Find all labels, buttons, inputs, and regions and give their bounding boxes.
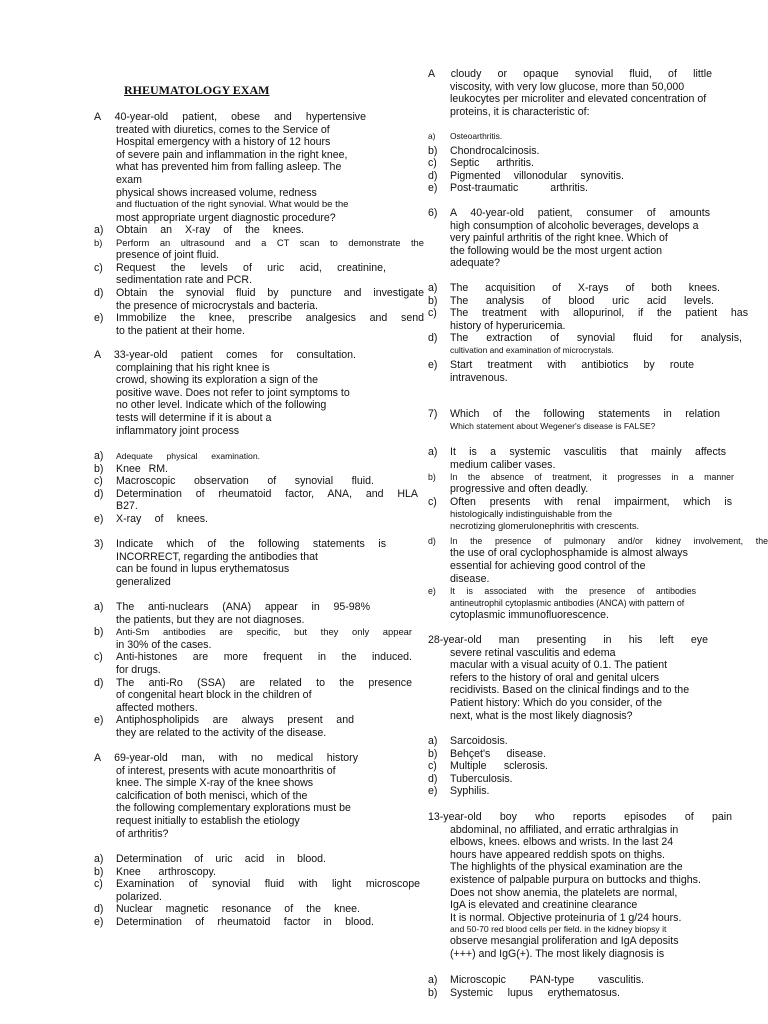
stem-line: no other level. Indicate which of the following	[116, 399, 327, 412]
stem-line: knee. The simple X-ray of the knee shows	[116, 777, 314, 790]
stem-line: macular with a visual acuity of 0.1. The patient	[450, 659, 668, 672]
question-5-options	[428, 130, 738, 195]
option-c-cont: sedimentation rate and PCR.	[116, 274, 253, 287]
stem-line: inflammatory joint process	[116, 424, 240, 437]
option-b[interactable]: b) The analysis of blood uric acid levels.	[428, 294, 714, 307]
stem-line: (+++) and IgG(+). The most likely diagnosis is	[450, 947, 665, 960]
stem-line: the following would be the most urgent action	[450, 244, 663, 257]
option-b[interactable]: b) Knee arthroscopy.	[94, 865, 216, 878]
stem-line: of arthritis?	[116, 827, 169, 840]
question-1-options	[94, 224, 424, 337]
option-c-cont: polarized.	[116, 890, 162, 903]
option-e[interactable]: e) X-ray of knees.	[94, 512, 208, 525]
option-c[interactable]: c) Macroscopic observation of synovial fluid.	[94, 475, 374, 488]
stem-line: complaining that his right knee is	[116, 361, 270, 374]
option-e[interactable]: e) Start treatment with antibiotics by route	[428, 358, 694, 371]
option-b[interactable]: b) In the absence of treatment, it progresses in a manner	[428, 472, 734, 483]
stem-line: can be found in lupus erythematosus	[116, 563, 290, 576]
question-4-options	[94, 853, 420, 929]
stem-line: physical shows increased volume, redness	[116, 186, 317, 199]
option-a[interactable]: a) Sarcoidosis.	[428, 735, 508, 747]
option-d[interactable]: d) The extraction of synovial fluid for analysis,	[428, 332, 742, 345]
stem-line: next, what is the most likely diagnosis?	[450, 709, 633, 722]
stem-line: A 40-year-old patient, obese and hypertensive	[94, 111, 366, 123]
option-d-cont: the presence of microcrystals and bacteria.	[116, 299, 318, 312]
option-e-cont: intravenous.	[450, 371, 508, 384]
option-c[interactable]: c) Examination of synovial fluid with light microscope	[94, 878, 420, 891]
option-c-cont: histologically indistinguishable from the	[450, 508, 613, 520]
option-a[interactable]: a) Determination of uric acid in blood.	[94, 853, 326, 865]
option-b[interactable]: b) Knee RM.	[94, 462, 168, 475]
option-d-cont3: disease.	[450, 572, 490, 585]
stem-line: proteins, it is characteristic of:	[450, 105, 590, 118]
option-e-cont: antineutrophil cytoplasmic antibodies (ANCA) with pattern of	[450, 598, 685, 609]
option-d[interactable]: d) Nuclear magnetic resonance of the knee.	[94, 903, 360, 916]
question-9-options	[428, 974, 738, 999]
stem-line: Which statement about Wegener's disease is FALSE?	[450, 420, 656, 431]
question-8-options	[428, 735, 738, 798]
stem-line: most appropriate urgent diagnostic procedure?	[116, 211, 336, 224]
page-title: RHEUMATOLOGY EXAM	[124, 83, 270, 97]
option-b-cont: progressive and often deadly.	[450, 483, 589, 496]
stem-line: and fluctuation of the right synovial. What would be the	[116, 199, 349, 211]
stem-line: A cloudy or opaque synovial fluid, of little	[428, 68, 712, 80]
option-b[interactable]: b) Perform an ultrasound and a CT scan to demonstrate the	[94, 236, 424, 248]
option-c[interactable]: c) Often presents with renal impairment, which is	[428, 495, 732, 508]
stem-line: recidivists. Based on the clinical findings and to the	[450, 684, 690, 697]
question-4-stem	[94, 752, 358, 840]
question-6-stem: 6) A 40-year-old patient, consumer of amounts high consumption of alcoholic beverages, develops a very painful arthritis of the right knee. Which of the following would be the most urgent action adequate?	[428, 207, 710, 270]
question-1-stem	[94, 111, 366, 224]
option-e[interactable]: e) Antiphospholipids are always present and	[94, 714, 354, 727]
stem-line: generalized	[116, 575, 171, 588]
option-e[interactable]: e) Syphilis.	[428, 785, 490, 798]
stem-line: request initially to establish the etiology	[116, 814, 300, 827]
option-c-cont2: necrotizing glomerulonephritis with crescents.	[450, 520, 640, 532]
option-c[interactable]: c) Anti-histones are more frequent in the induced.	[94, 651, 412, 664]
stem-line: and 50-70 red blood cells per field. in the kidney biopsy it	[450, 924, 667, 935]
option-d[interactable]: d) Tuberculosis.	[428, 772, 513, 785]
stem-line: 13-year-old boy who reports episodes of pain	[428, 811, 732, 823]
option-a[interactable]: a) The anti-nuclears (ANA) appear in 95-98%	[94, 601, 370, 613]
stem-line: A 69-year-old man, with no medical history	[94, 752, 358, 764]
question-5-stem	[428, 68, 712, 118]
stem-line: what has prevented him from falling asleep. The exam	[116, 161, 342, 186]
stem-line: Patient history: Which do you consider, of the	[450, 696, 662, 709]
option-e-cont: to the patient at their home.	[116, 324, 245, 337]
stem-line: existence of palpable purpura on buttocks and thighs.	[450, 873, 701, 886]
option-c-cont: for drugs.	[116, 663, 161, 676]
option-a[interactable]: a) The acquisition of X-rays of both knees.	[428, 282, 720, 294]
stem-line: Hospital emergency with a history of 12 hours	[116, 136, 331, 149]
option-b[interactable]: b) Behçet's disease.	[428, 747, 546, 760]
question-9-stem	[428, 811, 732, 961]
stem-line: very painful arthritis of the right knee. Which of	[450, 232, 668, 245]
stem-line: leukocytes per microliter and elevated concentration of	[450, 93, 707, 106]
option-e[interactable]: e) Determination of rheumatoid factor in blood.	[94, 915, 374, 928]
option-d-cont2: essential for achieving good control of the	[450, 559, 646, 572]
option-b[interactable]: b) Chondrocalcinosis.	[428, 144, 540, 157]
option-d[interactable]: d) Pigmented villonodular synovitis.	[428, 169, 624, 182]
stem-line: crowd, showing its exploration a sign of the	[116, 374, 318, 387]
option-e-cont2: cytoplasmic immunofluorescence.	[450, 609, 609, 622]
option-a[interactable]: a) Adequate physical examination.	[94, 450, 260, 462]
stem-line: of severe pain and inflammation in the right knee,	[116, 148, 348, 161]
stem-line: IgA is elevated and creatinine clearance	[450, 899, 638, 912]
option-c[interactable]: c) Multiple sclerosis.	[428, 760, 548, 773]
question-2-stem	[94, 349, 356, 437]
question-7-options	[428, 446, 768, 622]
option-b[interactable]: b) Anti-Sm antibodies are specific, but they only appear	[94, 626, 412, 639]
option-e-cont: they are related to the activity of the disease.	[116, 726, 327, 739]
stem-line: severe retinal vasculitis and edema	[450, 646, 616, 659]
stem-line: elbows, knees. elbows and wrists. In the last 24	[450, 836, 674, 849]
stem-line: refers to the history of oral and genital ulcers	[450, 671, 660, 684]
option-d-cont: the use of oral cyclophosphamide is almost always	[450, 547, 688, 560]
option-d[interactable]: d) Determination of rheumatoid factor, ANA, and HLA	[94, 487, 418, 500]
stem-line: high consumption of alcoholic beverages, develops a	[450, 219, 699, 232]
stem-line: INCORRECT, regarding the antibodies that	[116, 550, 318, 563]
option-c-cont: history of hyperuricemia.	[450, 319, 566, 332]
option-c[interactable]: c) The treatment with allopurinol, if the patient has	[428, 307, 748, 320]
option-e[interactable]: e) Post-traumatic arthritis.	[428, 182, 588, 195]
option-c[interactable]: c) Request the levels of uric acid, creatinine,	[94, 261, 386, 274]
stem-line: calcification of both menisci, which of the	[116, 789, 308, 802]
stem-line: positive wave. Does not refer to joint symptoms to	[116, 386, 350, 399]
option-a[interactable]: a) Osteoarthritis.	[428, 131, 503, 141]
option-b-cont: in 30% of the cases.	[116, 638, 212, 651]
option-d-cont: B27.	[116, 500, 138, 513]
stem-line: observe mesangial proliferation and IgA deposits	[450, 935, 679, 948]
question-2-options	[94, 450, 418, 526]
stem-line: abdominal, no affiliated, and erratic arthralgias in	[450, 823, 679, 836]
question-3-options	[94, 601, 412, 740]
stem-line: treated with diuretics, comes to the Service of	[116, 123, 330, 136]
option-a[interactable]: a) It is a systemic vasculitis that mainly affects	[428, 446, 726, 458]
stem-line: hours have appeared reddish spots on thighs.	[450, 848, 665, 861]
stem-line: 28-year-old man presenting in his left eye	[428, 634, 708, 646]
option-a-cont: medium caliber vases.	[450, 458, 556, 471]
option-e[interactable]: e) Immobilize the knee, prescribe analgesics and send	[94, 312, 424, 325]
option-b[interactable]: b) Systemic lupus erythematosus.	[428, 986, 620, 999]
option-a[interactable]: a) Microscopic PAN-type vasculitis.	[428, 974, 644, 986]
question-3-stem: 3) Indicate which of the following statements is INCORRECT, regarding the antibodies that can be found in lupus erythematosus generalized	[94, 538, 386, 588]
question-7-stem: 7) Which of the following statements in relation Which statement about Wegener's disease is FALSE?	[428, 408, 720, 431]
stem-line: viscosity, with very low glucose, more than 50,000	[450, 80, 685, 93]
option-d-cont: of congenital heart block in the children of	[116, 689, 312, 702]
stem-line: It is normal. Objective proteinuria of 1 g/24 hours.	[450, 911, 682, 924]
option-a[interactable]: a) Obtain an X-ray of the knees.	[94, 224, 304, 236]
stem-line: The highlights of the physical examination are the	[450, 861, 683, 874]
stem-line: adequate?	[450, 257, 501, 270]
option-d-cont2: affected mothers.	[116, 701, 198, 714]
stem-line: the following complementary explorations must be	[116, 802, 351, 815]
question-8-stem	[428, 634, 708, 722]
stem-line: Does not show anemia, the platelets are normal,	[450, 886, 678, 899]
option-d[interactable]: d) Obtain the synovial fluid by puncture and investigate	[94, 286, 424, 299]
stem-line: A 33-year-old patient comes for consultation.	[94, 349, 356, 361]
option-d[interactable]: d) The anti-Ro (SSA) are related to the presence	[94, 676, 412, 689]
stem-line: tests will determine if it is about a	[116, 411, 272, 424]
option-b-cont: presence of joint fluid.	[116, 249, 220, 262]
stem-line: of interest, presents with acute monoarthritis of	[116, 764, 336, 777]
option-c[interactable]: c) Septic arthritis.	[428, 157, 534, 170]
option-d[interactable]: d) In the presence of pulmonary and/or kidney involvement, the	[428, 536, 768, 547]
option-d-cont: cultivation and examination of microcrystals.	[450, 344, 614, 355]
question-6-options	[428, 282, 748, 384]
option-e[interactable]: e) It is associated with the presence of antibodies	[428, 586, 696, 597]
option-a-cont: the patients, but they are not diagnoses.	[116, 613, 305, 626]
